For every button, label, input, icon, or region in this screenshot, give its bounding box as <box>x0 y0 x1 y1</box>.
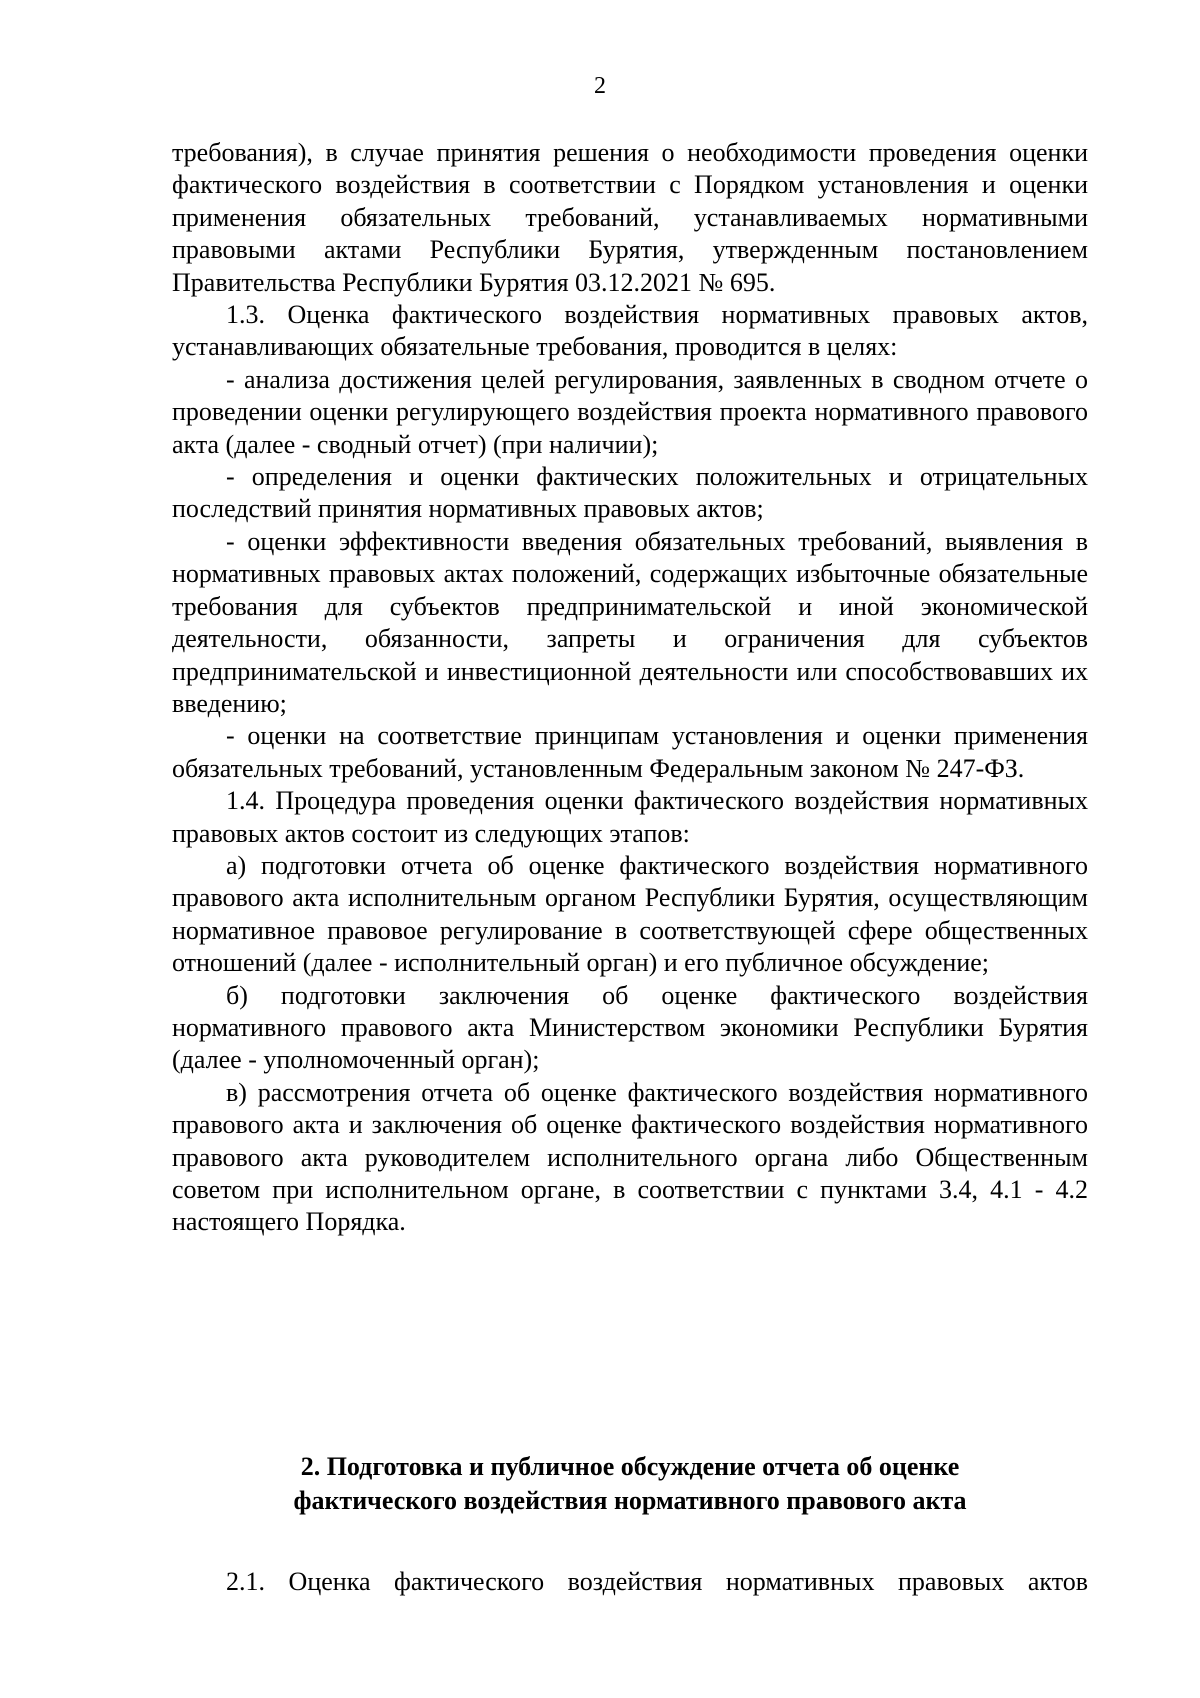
paragraph-1-3: 1.3. Оценка фактического воздействия нормативных правовых актов, устанавливающих обязательные требования, проводится в целях: <box>172 300 1088 362</box>
list-item-analysis: - анализа достижения целей регулирования, заявленных в сводном отчете о проведении оценки регулирующего воздействия проекта нормативного правового акта (далее - сводный отчет) (при наличии); <box>172 364 1088 459</box>
list-item-determination: - определения и оценки фактических положительных и отрицательных последствий принятия нормативных правовых актов; <box>172 462 1088 524</box>
paragraph-continuation: требования), в случае принятия решения о необходимости проведения оценки фактического воздействия в соответствии с Порядком установления и оценки применения обязательных требований, устанавливаемых нормативными правовыми актами Республики Бурятия, утвержденным постановлением Правительства Республики Бурятия 03.12.2021 № 695. <box>172 138 1088 297</box>
section-heading <box>172 1450 1088 1518</box>
list-item-efficiency: - оценки эффективности введения обязательных требований, выявления в нормативных правовых актах положений, содержащих избыточные обязательные требования для субъектов предпринимательской и иной экономической деятельности, обязанности, запреты и ограничения для субъектов предпринимательской и инвестиционной деятельности или способствовавших их введению; <box>172 526 1088 718</box>
paragraph-1-4: 1.4. Процедура проведения оценки фактического воздействия нормативных правовых актов состоит из следующих этапов: <box>172 786 1088 848</box>
section-heading-line-2: фактического воздействия нормативного правового акта <box>293 1486 967 1515</box>
stage-v: в) рассмотрения отчета об оценке фактического воздействия нормативного правового акта и заключения об оценке фактического воздействия нормативного правового акта руководителем исполнительного органа либо Общественным советом при исполнительном органе, в соответствии с пунктами 3.4, 4.1 - 4.2 настоящего Порядка. <box>172 1077 1088 1237</box>
section-heading-line-1: 2. Подготовка и публичное обсуждение отчета об оценке <box>300 1452 960 1481</box>
document-body <box>172 137 1088 1239</box>
stage-b: б) подготовки заключения об оценке фактического воздействия нормативного правового акта Министерством экономики Республики Бурятия (далее - уполномоченный орган); <box>172 980 1088 1075</box>
stage-a: а) подготовки отчета об оценке фактического воздействия нормативного правового акта исполнительным органом Республики Бурятия, осуществляющим нормативное правовое регулирование в соответствующей сфере общественных отношений (далее - исполнительный орган) и его публичное обсуждение; <box>172 850 1088 978</box>
paragraph-2-1: 2.1. Оценка фактического воздействия нормативных правовых актов <box>226 1567 1088 1596</box>
page-number: 2 <box>594 73 606 99</box>
list-item-compliance: - оценки на соответствие принципам установления и оценки применения обязательных требований, установленным Федеральным законом № 247-ФЗ. <box>172 721 1088 783</box>
